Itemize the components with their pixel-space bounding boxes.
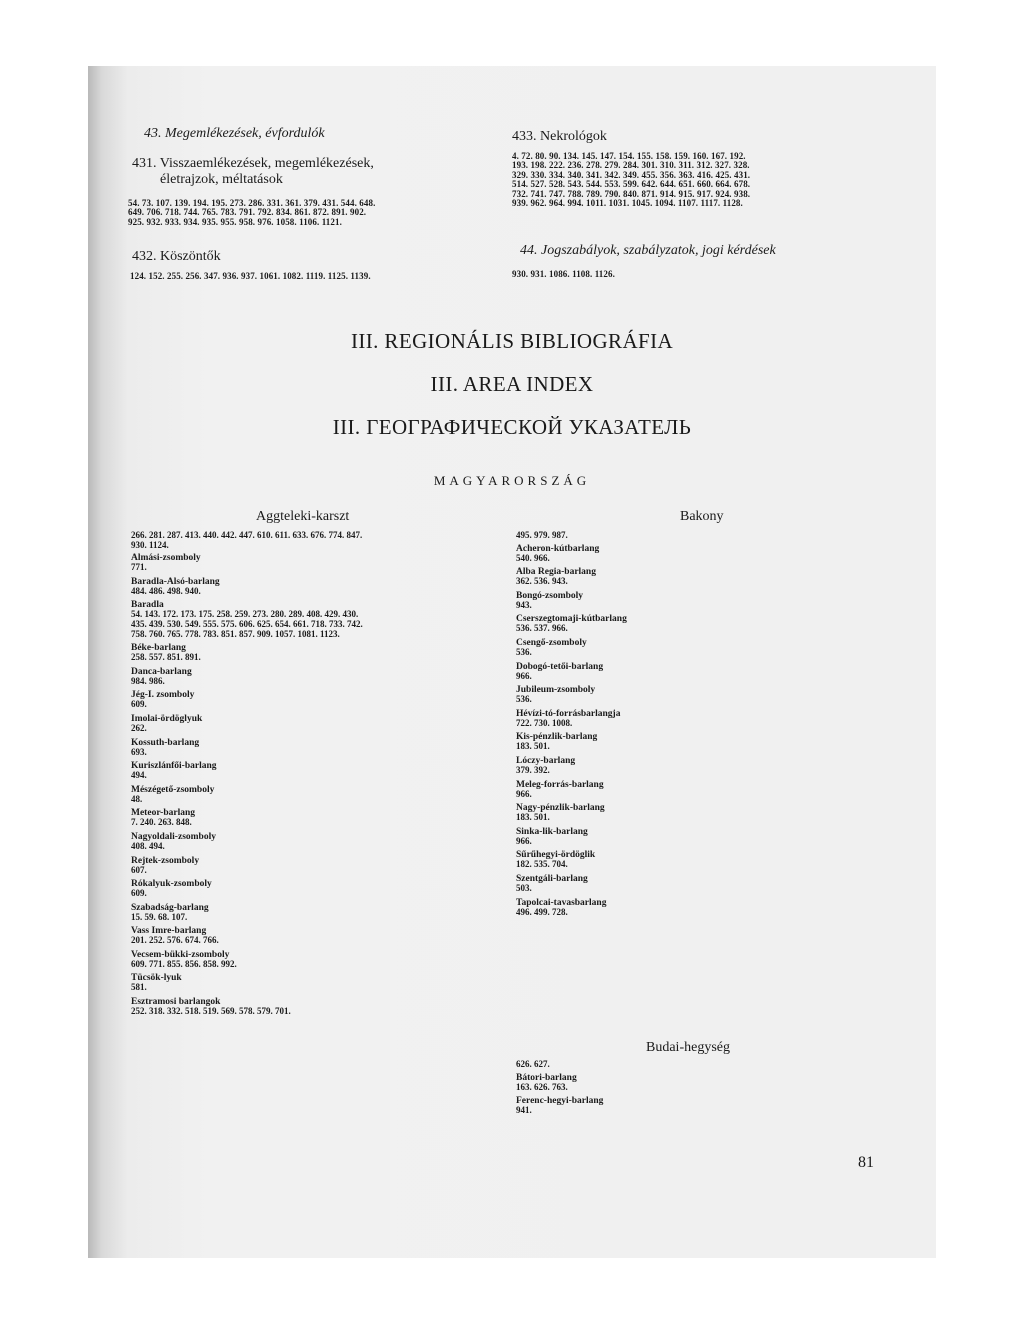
entry-name: Almási-zsomboly	[131, 553, 201, 564]
entry-name: Dobogó-tetői-barlang	[516, 661, 604, 672]
entry-refs: 48.	[131, 793, 143, 804]
entry-name: Kossuth-barlang	[131, 737, 200, 748]
entry-name: Imolai-ördöglyuk	[131, 713, 203, 724]
index-entry	[131, 903, 501, 923]
index-entry	[516, 1096, 816, 1116]
entry-name: Baradla	[131, 600, 164, 611]
entry-name: Tücsök-lyuk	[131, 973, 182, 984]
region-intro-refs: 626. 627.	[516, 1059, 550, 1069]
entry-refs: 966.	[516, 670, 532, 681]
index-entry	[516, 827, 816, 847]
index-entry	[131, 643, 501, 663]
index-entry	[516, 567, 816, 587]
entry-refs: 15. 59. 68. 107.	[131, 911, 188, 922]
index-entry	[131, 950, 501, 970]
heading-country: MAGYARORSZÁG	[433, 473, 591, 488]
section-44-title: 44. Jogszabályok, szabályzatok, jogi kérdések	[520, 243, 776, 258]
entry-refs: 496. 499. 728.	[516, 906, 568, 917]
entry-refs: 722. 730. 1008.	[516, 717, 573, 728]
region-intro-refs: 266. 281. 287. 413. 440. 442. 447. 610. 611. 633. 676. 774. 847. 930. 1124.	[131, 530, 363, 550]
entry-name: Nagyoldali-zsomboly	[131, 831, 216, 842]
entry-refs: 484. 486. 498. 940.	[131, 585, 201, 596]
entry-refs: 7. 240. 263. 848.	[131, 817, 192, 828]
region-title-aggtelek: Aggteleki-karszt	[256, 509, 350, 524]
section-43-title: 43. Megemlékezések, évfordulók	[144, 126, 325, 141]
index-entry	[516, 709, 816, 729]
entry-name: Hévízi-tó-forrásbarlangja	[516, 708, 621, 719]
entry-refs: 536. 537. 966.	[516, 623, 568, 634]
entry-name: Meteor-barlang	[131, 808, 196, 819]
entry-refs: 693.	[131, 746, 147, 757]
entry-name: Szentgáli-barlang	[516, 873, 588, 884]
heading-area-index: III. AREA INDEX	[430, 372, 594, 396]
entry-name: Kuriszlánfői-barlang	[131, 761, 217, 772]
entry-refs: 362. 536. 943.	[516, 576, 568, 587]
entry-name: Rókalyuk-zsomboly	[131, 879, 212, 890]
entry-name: Sűrűhegyi-ördöglik	[516, 850, 596, 861]
entry-refs: 536.	[516, 694, 532, 705]
entry-name: Esztramosi barlangok	[131, 997, 221, 1008]
index-entry	[516, 732, 816, 752]
index-entry	[131, 738, 501, 758]
section-431-title	[132, 156, 374, 188]
entry-refs: 183. 501.	[516, 812, 550, 823]
index-entry	[516, 591, 816, 611]
entry-refs: 494.	[131, 770, 147, 781]
entry-refs: 262.	[131, 722, 147, 733]
scanned-page	[88, 66, 936, 1258]
index-entry	[516, 898, 816, 918]
section-432-refs: 124. 152. 255. 256. 347. 936. 937. 1061. 1082. 1119. 1125. 1139.	[130, 271, 371, 281]
index-entry	[131, 714, 501, 734]
entry-refs: 182. 535. 704.	[516, 859, 568, 870]
index-entry	[516, 850, 816, 870]
entry-refs: 609.	[131, 888, 147, 899]
entry-name: Nagy-pénzlik-barlang	[516, 803, 605, 814]
entry-name: Vecsem-bükki-zsomboly	[131, 949, 230, 960]
entry-name: Alba Regia-barlang	[516, 567, 596, 578]
region-intro-refs: 495. 979. 987.	[516, 530, 568, 540]
entry-name: Mészégető-zsomboly	[131, 784, 215, 795]
section-44-refs: 930. 931. 1086. 1108. 1126.	[512, 269, 615, 279]
entry-refs: 607.	[131, 864, 147, 875]
index-entry	[131, 856, 501, 876]
index-entry	[516, 874, 816, 894]
index-entry	[131, 808, 501, 828]
entry-refs: 503.	[516, 882, 532, 893]
entry-refs: 609.	[131, 699, 147, 710]
entry-name: Sinka-lik-barlang	[516, 826, 588, 837]
entry-name: Vass Imre-barlang	[131, 926, 207, 937]
region-title-bakony: Bakony	[680, 509, 724, 524]
section-431-title-line1: 431. Visszaemlékezések, megemlékezések,	[132, 156, 374, 171]
entry-refs: 581.	[131, 982, 147, 993]
index-entry	[516, 803, 816, 823]
index-entry	[131, 667, 501, 687]
entry-refs: 379. 392.	[516, 764, 550, 775]
entry-name: Acheron-kútbarlang	[516, 543, 600, 554]
entry-name: Kis-pénzlik-barlang	[516, 732, 598, 743]
region-list-aggtelek	[131, 531, 501, 1021]
index-entry	[516, 685, 816, 705]
entry-refs: 54. 143. 172. 173. 175. 258. 259. 273. 280. 289. 408. 429. 430. 435. 439. 530. 549. 555. 575. 606. 625. 654. 661. 718. 733. 742. 758. 760. 765. 778. 783. 851. 857. 909. 1057. 1081. 1123.	[131, 609, 363, 639]
section-433-refs: 4. 72. 80. 90. 134. 145. 147. 154. 155. 158. 159. 160. 167. 192. 193. 198. 222. 236. 278. 279. 284. 301. 310. 311. 312. 327. 328. 329. 330. 334. 340. 341. 342. 349. 455. 356. 363. 416. 425. 431. 514. 527. 528. 543. 544. 553. 599. 642. 644. 651. 660. 664. 678. 732. 741. 747. 788. 789. 790. 840. 871. 914. 915. 917. 924. 938. 939. 962. 964. 994. 1011. 1031. 1045. 1094. 1107. 1117. 1128.	[512, 151, 751, 209]
entry-refs: 258. 557. 851. 891.	[131, 652, 201, 663]
index-entry	[516, 780, 816, 800]
entry-name: Cserszegtomaji-kútbarlang	[516, 614, 627, 625]
entry-refs: 163. 626. 763.	[516, 1081, 568, 1092]
entry-name: Jég-I. zsomboly	[131, 690, 195, 701]
entry-refs: 536.	[516, 646, 532, 657]
entry-name: Béke-barlang	[131, 643, 186, 654]
entry-refs: 252. 318. 332. 518. 519. 569. 578. 579. 701.	[131, 1006, 291, 1017]
index-entry	[131, 997, 501, 1017]
region-list-bakony	[516, 531, 816, 921]
index-entry	[516, 756, 816, 776]
entry-refs: 201. 252. 576. 674. 766.	[131, 935, 219, 946]
entry-refs: 966.	[516, 835, 532, 846]
entry-refs: 966.	[516, 788, 532, 799]
index-entry	[131, 553, 501, 573]
index-entry	[131, 761, 501, 781]
entry-refs: 183. 501.	[516, 741, 550, 752]
index-entry	[131, 879, 501, 899]
entry-name: Jubileum-zsomboly	[516, 685, 596, 696]
index-entry	[516, 662, 816, 682]
section-433-title: 433. Nekrológok	[512, 129, 607, 144]
entry-refs: 941.	[516, 1105, 532, 1116]
entry-name: Danca-barlang	[131, 666, 192, 677]
entry-name: Bátori-barlang	[516, 1072, 577, 1083]
page-number: 81	[858, 1154, 874, 1171]
entry-name: Bongó-zsomboly	[516, 590, 584, 601]
entry-name: Ferenc-hegyi-barlang	[516, 1096, 604, 1107]
index-entry	[131, 600, 501, 639]
heading-regional-bibliography: III. REGIONÁLIS BIBLIOGRÁFIA	[350, 329, 674, 353]
index-entry	[131, 690, 501, 710]
section-432-title: 432. Köszöntők	[132, 249, 221, 264]
index-entry	[131, 577, 501, 597]
section-431-refs: 54. 73. 107. 139. 194. 195. 273. 286. 331. 361. 379. 431. 544. 648. 649. 706. 718. 744. 765. 783. 791. 792. 834. 861. 872. 891. 902. 925. 932. 933. 934. 935. 955. 958. 976. 1058. 1106. 1121.	[128, 198, 376, 227]
section-431-title-line2: életrajzok, méltatások	[160, 172, 283, 187]
region-list-budai	[516, 1060, 816, 1120]
entry-name: Baradla-Alsó-barlang	[131, 576, 220, 587]
index-entry	[516, 638, 816, 658]
entry-name: Tapolcai-tavasbarlang	[516, 897, 607, 908]
entry-name: Meleg-forrás-barlang	[516, 779, 604, 790]
index-entry	[516, 1073, 816, 1093]
entry-name: Csengő-zsomboly	[516, 637, 587, 648]
entry-refs: 943.	[516, 599, 532, 610]
entry-refs: 771.	[131, 562, 147, 573]
entry-name: Lóczy-barlang	[516, 755, 576, 766]
index-entry	[131, 785, 501, 805]
index-entry	[516, 544, 816, 564]
entry-name: Szabadság-barlang	[131, 902, 209, 913]
index-entry	[516, 614, 816, 634]
entry-refs: 609. 771. 855. 856. 858. 992.	[131, 958, 237, 969]
heading-geographic-index: III. ГЕОГРАФИЧЕСКОЙ УКАЗАТЕЛЬ	[332, 415, 692, 439]
index-entry	[131, 926, 501, 946]
region-title-budai: Budai-hegység	[646, 1040, 730, 1055]
index-entry	[131, 832, 501, 852]
entry-refs: 540. 966.	[516, 552, 550, 563]
entry-refs: 408. 494.	[131, 840, 165, 851]
entry-name: Rejtek-zsomboly	[131, 855, 200, 866]
index-entry	[131, 973, 501, 993]
entry-refs: 984. 986.	[131, 675, 165, 686]
